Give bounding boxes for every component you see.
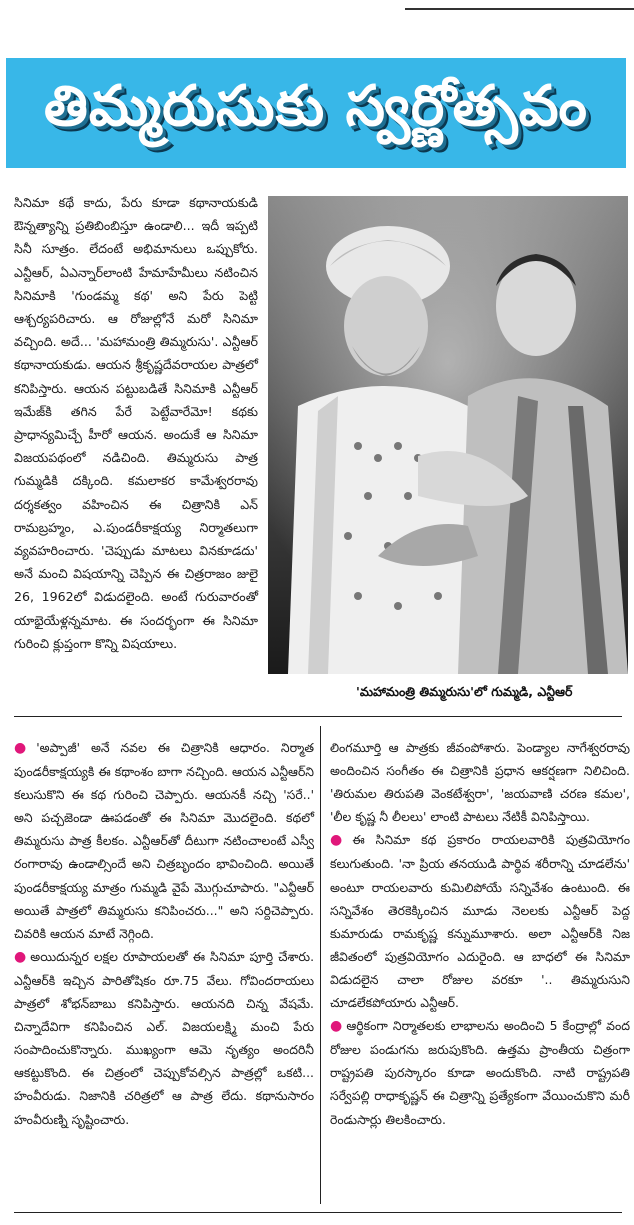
right-column [330,736,630,1131]
bullet-icon: ● [14,740,34,756]
right-paragraph-1 [330,736,630,828]
left-paragraph-1 [14,736,314,945]
left-paragraph-2 [14,945,314,1131]
right-paragraph-1-text: లింగమూర్తి ఆ పాత్రకు జీవంపోశారు. పెండ్యాల నాగేశ్వరరావు అందించిన సంగీతం ఈ చిత్రానికి ప్రధాన ఆకర్షణగా నిలిచింది. 'తిరుమల తిరుపతి వెంకటేశ్వరా', 'జయవాణి చరణ కమల', 'లీల కృష్ణ నీ లీలలు' లాంటి పాటలు నేటికీ వినిపిస్తాయి. [330,740,630,825]
bullet-icon: ● [14,948,28,965]
right-paragraph-3-text: ఆర్థికంగా నిర్మాతలకు లాభాలను అందించి 5 కేంద్రాల్లో వంద రోజుల పండుగను జరుపుకొంది. ఉత్తమ ప్రాంతీయ చిత్రంగా రాష్ట్రపతి పురస్కారం కూడా అందుకొంది. నాటి రాష్ట్రపతి సర్వేపల్లి రాధాకృష్ణన్ ఈ చిత్రాన్ని ప్రత్యేకంగా వేయించుకొని మరీ రెండుసార్లు తిలకించారు. [330,1018,631,1127]
headline: తిమ్మరుసుకు స్వర్ణోత్సవం [44,73,588,139]
bottom-rule [14,1212,622,1213]
right-paragraph-2 [330,828,630,1014]
column-divider [320,726,321,1204]
photo-caption: 'మహామంత్రి తిమ్మరుసు'లో గుమ్మడి, ఎన్టీఆర్ [356,684,573,699]
bullet-icon: ● [330,1018,344,1035]
film-still-photo [268,196,628,674]
photo-illustration [268,196,628,674]
intro-paragraph [14,191,258,655]
left-column [14,736,314,1131]
right-paragraph-2-text: ఈ సినిమా కథ ప్రకారం రాయలవారికి పుత్రవియోగం కలుగుతుంది. 'నా ప్రియ తనయుడి పార్థివ శరీరాన్ని చూడలేను' అంటూ రాయలవారు కుమిలిపోయే సన్నివేశం ఉంటుంది. ఈ సన్నివేశం తెరకెక్కించిన మూడు నెలలకు ఎన్టీఆర్ పెద్ద కుమారుడు రామకృష్ణ కన్నుమూశారు. అలా ఎన్టీఆర్‌కి నిజ జీవితంలో పుత్రవియోగం ఎదురైంది. ఆ బాధలో ఈ సినిమా విడుదలైన చాలా రోజుల వరకూ '.. తిమ్మరుసుని చూడలేకపోయారు ఎన్టీఆర్. [330,832,630,1011]
section-divider [14,716,622,717]
bullet-icon: ● [330,832,350,849]
right-paragraph-3 [330,1014,630,1130]
left-paragraph-2-text: అయిదున్నర లక్షల రూపాయలతో ఈ సినిమా పూర్తి చేశారు. ఎన్టీఆర్‌కి ఇచ్చిన పారితోషికం రూ.75 వేలు. గోవిందరాయలు పాత్రలో శోభన్‌బాబు కనిపిస్తారు. ఆయనది చిన్న వేషమే. చిన్నాదేవిగా కనిపించిన ఎల్. విజయలక్ష్మి మంచి పేరు సంపాదించుకొన్నారు. ముఖ్యంగా ఆమె నృత్యం అందరినీ ఆకట్టుకొంది. ఈ చిత్రంలో చెప్పుకోవల్సిన పాత్రల్లో ఒకటి... హంవీరుడు. నిజానికి చరిత్రలో ఆ పాత్ర లేదు. కథానుసారం హంవీరుణ్ని సృష్టించారు. [14,948,315,1127]
top-rule [405,8,634,10]
headline-banner [6,58,626,168]
left-paragraph-1-text: 'అప్పాజీ' అనే నవల ఈ చిత్రానికి ఆధారం. నిర్మాత పుండరీకాక్షయ్యకి ఈ కథాంశం బాగా నచ్చింది. ఆయన ఎన్టీఆర్‌ని కలుసుకొని ఈ కథ గురించి చెప్పారు. ఆయనకీ నచ్చి 'సరే..' అని పచ్చజెండా ఊపడంతో ఈ సినిమా మొదలైంది. కథలో తిమ్మరుసు పాత్ర కీలకం. ఎన్టీఆర్‌తో దీటుగా నటించాలంటే ఎస్వీ రంగారావు ఉండాల్సిందే అని చిత్రబృందం భావించింది. అయితే పుండరీకాక్షయ్య మాత్రం గుమ్మడి వైపే మొగ్గుచూపారు. "ఎన్టీఆర్ అయితే పాత్రలో తిమ్మరుసు కనిపించరు..." అని సర్దిచెప్పారు. చివరికి ఆయన మాటే నెగ్గింది. [14,740,314,941]
intro-text: సినిమా కథే కాదు, పేరు కూడా కథానాయకుడి ఔన్నత్యాన్ని ప్రతిబింబిస్తూ ఉండాలి... ఇదీ ఇప్పటి సినీ సూత్రం. లేదంటే అభిమానులు ఒప్పుకోరు. ఎన్టీఆర్, ఏఎన్నార్‌లాంటి హేమాహేమీలు నటించిన సినిమాకి 'గుండమ్మ కథ' అని పేరు పెట్టి ఆశ్చర్యపరిచారు. ఆ రోజుల్లోనే మరో సినిమా వచ్చింది. అదే... 'మహామంత్రి తిమ్మరుసు'. ఎన్టీఆర్ కథానాయకుడు. ఆయన శ్రీకృష్ణదేవరాయల పాత్రలో కనిపిస్తారు. ఆయన పట్టుబడితే సినిమాకి ఎన్టీఆర్ ఇమేజ్‌కి తగిన పేరే పెట్టేవారేమో! కథకు ప్రాధాన్యమిచ్చే హీరో ఆయన. అందుకే ఆ సినిమా విజయపథంలో నడిచింది. తిమ్మరుసు పాత్ర గుమ్మడికి దక్కింది. కమలాకర కామేశ్వరరావు దర్శకత్వం వహించిన ఈ చిత్రానికి ఎన్ రామబ్రహ్మం, ఎ.పుండరీకాక్షయ్య నిర్మాతలుగా వ్యవహరించారు. 'చెప్పుడు మాటలు వినకూడదు' అనే మంచి విషయాన్ని చెప్పిన ఈ చిత్రరాజం జులై 26, 1962లో విడుదలైంది. అంటే గురువారంతో యాభైయేళ్లన్నమాట. ఈ సందర్భంగా ఈ సినిమా గురించి క్లుప్తంగా కొన్ని విషయాలు. [14,195,258,651]
